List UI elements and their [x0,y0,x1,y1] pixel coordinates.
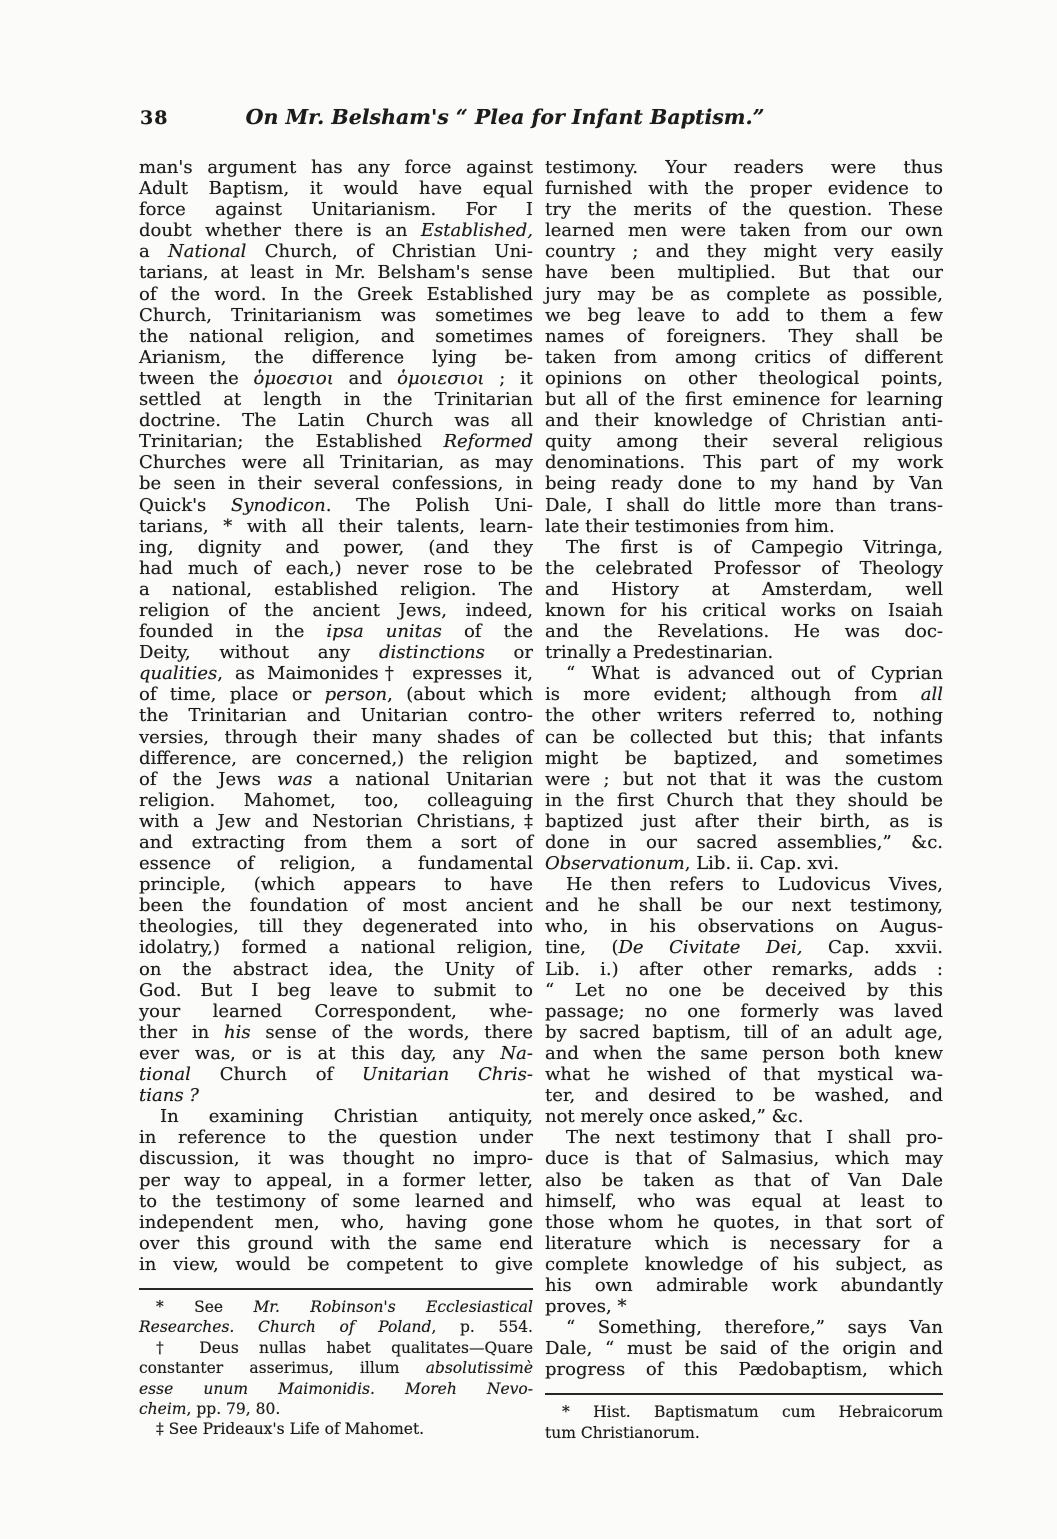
text-line: the other writers referred to, nothing [545,705,943,727]
text-line: country ; and they might very easily [545,241,943,263]
text-line: over this ground with the same end [139,1232,533,1254]
text-line: is more evident; although from all [545,684,943,706]
text-line: progress of this Pædobaptism, which [545,1359,943,1381]
text-line: be seen in their several confessions, in [139,473,533,495]
text-line: complete knowledge of his subject, as [545,1253,943,1275]
text-line: force against Unitarianism. For I [139,199,533,221]
left-footnote-divider [139,1288,533,1290]
text-line: religion. Mahomet, too, colleaguing [139,789,533,811]
text-line: by sacred baptism, till of an adult age, [545,1021,943,1043]
text-line: Church, Trinitarianism was sometimes [139,304,533,326]
text-line: your learned Correspondent, whe- [139,1000,533,1022]
text-line: a national, established religion. The [139,578,533,600]
text-line: have been multiplied. But that our [545,262,943,284]
text-line: and he shall be our next testimony, [545,895,943,917]
text-line: ing, dignity and power, (and they [139,536,533,558]
text-line: cheim, pp. 79, 80. [139,1400,281,1418]
text-line: tarians, at least in Mr. Belsham's sense [139,262,533,284]
text-line: ever was, or is at this day, any Na- [139,1042,533,1064]
running-header-title: On Mr. Belsham's “ Plea for Infant Baptism.” [245,105,765,129]
text-line: essence of religion, a fundamental [139,853,533,875]
text-line: of the word. In the Greek Established [139,283,533,305]
text-line: ‡ See Prideaux's Life of Mahomet. [156,1420,425,1439]
text-line: also be taken as that of Van Dale [545,1169,943,1191]
text-line: per way to appeal, in a former letter, [139,1169,533,1191]
text-line: independent men, who, having gone [139,1211,533,1233]
text-line: what he wished of that mystical wa- [545,1064,943,1086]
text-line: tine, (De Civitate Dei, Cap. xxvii. [545,937,943,959]
left-column-body [139,157,533,1275]
text-line: Arianism, the difference lying be- [139,346,533,368]
text-line: passage; no one formerly was laved [545,1000,943,1022]
text-line: qualities, as Maimonides† expresses it, [139,663,533,685]
text-line: constanter asserimus, illum absolutissimè [139,1359,533,1378]
text-line: man's argument has any force against [139,157,533,178]
text-line: and their knowledge of Christian anti- [545,410,943,432]
text-line: quity among their several religious [545,431,943,453]
text-line: tarians, * with all their talents, learn- [139,515,533,537]
text-line: ter, and desired to be washed, and [545,1085,943,1107]
right-column [545,157,943,1443]
text-line: known for his critical works on Isaiah [545,599,943,621]
text-line: a National Church, of Christian Uni- [139,241,533,263]
text-line: Churches were all Trinitarian, as may [139,452,533,474]
text-line: learned men were taken from our own [545,220,943,242]
text-line: Lib. i.) after other remarks, adds : [545,958,943,980]
text-line: doctrine. The Latin Church was all [139,410,533,432]
text-line: in reference to the question under [139,1127,533,1149]
text-line: literature which is necessary for a [545,1232,943,1254]
text-line: Adult Baptism, it would have equal [139,178,533,200]
text-line: founded in the ipsa unitas of the [139,621,534,643]
text-line: ther in his sense of the words, there [139,1021,533,1043]
text-line: the Trinitarian and Unitarian contro- [139,705,533,727]
text-line: of time, place or person, (about which [139,684,533,706]
text-line: had much of each,) never rose to be [139,557,533,579]
text-line: baptized just after their birth, as is [545,810,943,832]
text-line: those whom he quotes, in that sort of [545,1211,943,1233]
text-line: tional Church of Unitarian Chris- [139,1064,533,1086]
text-line: and History at Amsterdam, well [545,578,943,600]
text-line: try the merits of the question. These [545,199,943,221]
text-line: idolatry,) formed a national religion, [139,937,533,959]
text-line: * Hist. Baptismatum cum Hebraicorum [562,1403,943,1422]
text-line: can be collected but this; that infants [545,726,943,748]
text-line: The next testimony that I shall pro- [566,1127,943,1149]
text-line: In examining Christian antiquity, [160,1106,533,1128]
text-line: † Deus nullas habet qualitates—Quare [156,1338,533,1357]
text-line: proves, * [545,1296,627,1318]
text-line: principle, (which appears to have [139,874,533,896]
text-line: versies, through their many shades of [139,726,533,748]
text-line: duce is that of Salmasius, which may [545,1148,943,1170]
text-line: doubt whether there is an Established, [139,220,533,242]
text-line: done in our sacred assemblies,” &c. [545,832,943,853]
text-line: tum Christianorum. [545,1423,700,1442]
text-line: tween the ὁμοεσιοι and ὁμοιεσιοι ; it [139,367,534,389]
text-line: trinally a Predestinarian. [545,642,774,664]
text-line: to the testimony of some learned and [139,1190,533,1212]
text-line: taken from among critics of different [545,346,943,368]
text-line: Trinitarian; the Established Reformed [139,431,533,453]
text-line: in view, would be competent to give [139,1253,533,1275]
text-line: late their testimonies from him. [545,515,835,537]
text-line: denominations. This part of my work [545,452,943,474]
page-number: 38 [140,107,169,129]
text-line: difference, are concerned,) the religion [139,747,533,769]
text-line: and when the same person both knew [545,1042,943,1064]
text-line: tians ? [139,1085,199,1107]
text-line: but all of the first eminence for learning [545,389,943,411]
text-line: He then refers to Ludovicus Vives, [566,874,943,896]
text-line: were ; but not that it was the custom [545,768,943,790]
text-line: theologies, till they degenerated into [139,916,533,938]
text-line: himself, who was equal at least to [545,1190,943,1212]
text-line: settled at length in the Trinitarian [139,389,533,411]
text-line: * See Mr. Robinson's Ecclesiastical [156,1297,533,1316]
text-line: Researches. Church of Poland, p. 554. [139,1318,533,1337]
text-line: the celebrated Professor of Theology [545,557,943,579]
text-line: esse unum Maimonidis. Moreh Nevo- [139,1379,533,1398]
right-footnote-divider [545,1393,943,1395]
text-line: of the Jews was a national Unitarian [139,768,533,790]
text-line: and extracting from them a sort of [139,832,533,853]
text-line: the national religion, and sometimes [139,325,533,347]
text-line: Deity, without any distinctions or [139,642,533,664]
text-line: been the foundation of most ancient [139,895,533,917]
text-line: opinions on other theological points, [545,367,943,389]
text-line: we beg leave to add to them a few [545,304,943,326]
text-line: The first is of Campegio Vitringa, [566,536,943,558]
text-line: being ready done to my hand by Van [545,473,943,495]
text-line: who, in his observations on Augus- [545,916,943,938]
text-line: Dale, “ must be said of the origin and [545,1338,943,1360]
right-footnotes [545,1402,943,1443]
text-line: names of foreigners. They shall be [545,325,943,347]
text-line: not merely once asked,” &c. [545,1106,804,1128]
text-line: “ Something, therefore,” says Van [566,1317,943,1339]
text-line: his own admirable work abundantly [545,1274,943,1296]
right-column-body [545,157,943,1380]
text-line: with a Jew and Nestorian Christians,‡ [139,810,533,832]
left-footnotes [139,1297,533,1440]
text-line: furnished with the proper evidence to [545,178,943,200]
left-column [139,157,533,1440]
text-line: religion of the ancient Jews, indeed, [139,599,533,621]
text-line: might be baptized, and sometimes [545,747,943,769]
text-line: jury may be as complete as possible, [545,283,943,305]
text-line: testimony. Your readers were thus [545,157,943,178]
text-line: on the abstract idea, the Unity of [139,958,533,980]
text-line: discussion, it was thought no impro- [139,1148,533,1170]
text-line: Quick's Synodicon. The Polish Uni- [139,494,533,516]
text-line: in the first Church that they should be [545,789,943,811]
text-line: “ Let no one be deceived by this [545,979,943,1001]
text-line: and the Revelations. He was doc- [545,621,943,643]
text-line: “ What is advanced out of Cyprian [566,663,943,685]
text-line: Dale, I shall do little more than trans- [545,494,943,516]
text-line: God. But I beg leave to submit to [139,979,533,1001]
text-line: Observationum, Lib. ii. Cap. xvi. [545,853,840,875]
